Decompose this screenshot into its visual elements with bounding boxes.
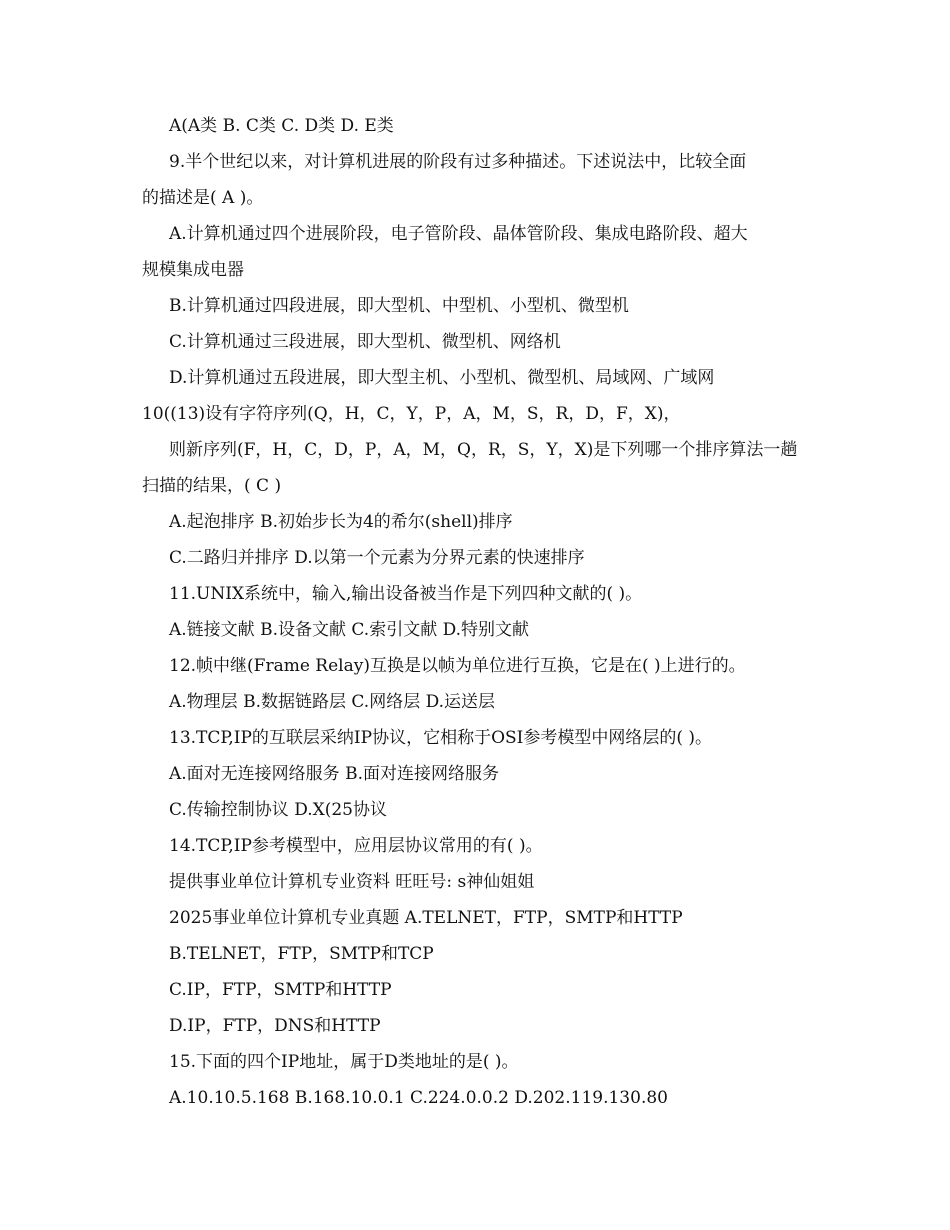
- text-line: 14.TCP,IP参考模型中，应用层协议常用的有( )。: [169, 836, 543, 856]
- text-line: A.物理层 B.数据链路层 C.网络层 D.运送层: [169, 692, 496, 712]
- text-line: D.计算机通过五段进展，即大型主机、小型机、微型机、局域网、广域网: [169, 368, 715, 388]
- text-line: C.传输控制协议 D.X(25协议: [169, 800, 388, 820]
- text-line: A.10.10.5.168 B.168.10.0.1 C.224.0.0.2 D.202.119.130.80: [169, 1088, 668, 1108]
- text-line: D.IP，FTP，DNS和HTTP: [169, 1016, 381, 1036]
- text-line: B.计算机通过四段进展，即大型机、中型机、小型机、微型机: [169, 296, 629, 316]
- text-line: 提供事业单位计算机专业资料 旺旺号: s神仙姐姐: [169, 872, 535, 892]
- text-line: A(A类 B. C类 C. D类 D. E类: [169, 116, 394, 136]
- text-line: 扫描的结果，( C ): [142, 476, 282, 496]
- text-line: A.起泡排序 B.初始步长为4的希尔(shell)排序: [169, 512, 513, 532]
- text-line: A.面对无连接网络服务 B.面对连接网络服务: [169, 764, 499, 784]
- document-body: [142, 108, 810, 1116]
- text-line: B.TELNET，FTP，SMTP和TCP: [169, 944, 434, 964]
- text-line: 规模集成电器: [142, 260, 244, 280]
- text-line: A.计算机通过四个进展阶段，电子管阶段、晶体管阶段、集成电路阶段、超大: [169, 224, 748, 244]
- text-line: 10((13)设有字符序列(Q，H，C，Y，P，A，M，S，R，D，F，X)，: [142, 404, 681, 424]
- text-line: 13.TCP,IP的互联层采纳IP协议，它相称于OSI参考模型中网络层的( )。: [169, 728, 713, 748]
- text-line: 15.下面的四个IP地址，属于D类地址的是( )。: [169, 1052, 519, 1072]
- text-line: 的描述是( A )。: [142, 188, 264, 208]
- text-line: 2025事业单位计算机专业真题 A.TELNET，FTP，SMTP和HTTP: [169, 908, 683, 928]
- text-line: 则新序列(F，H，C，D，P，A，M，Q，R，S，Y，X)是下列哪一个排序算法一趟: [169, 440, 798, 460]
- text-line: 12.帧中继(Frame Relay)互换是以帧为单位进行互换，它是在( )上进行的。: [169, 656, 746, 676]
- text-line: C.二路归并排序 D.以第一个元素为分界元素的快速排序: [169, 548, 585, 568]
- text-line: 11.UNIX系统中，输入,输出设备被当作是下列四种文献的( )。: [169, 584, 643, 604]
- text-line: 9.半个世纪以来，对计算机进展的阶段有过多种描述。下述说法中，比较全面: [169, 152, 747, 172]
- text-line: C.计算机通过三段进展，即大型机、微型机、网络机: [169, 332, 561, 352]
- text-line: C.IP，FTP，SMTP和HTTP: [169, 980, 392, 1000]
- text-line: A.链接文献 B.设备文献 C.索引文献 D.特别文献: [169, 620, 530, 640]
